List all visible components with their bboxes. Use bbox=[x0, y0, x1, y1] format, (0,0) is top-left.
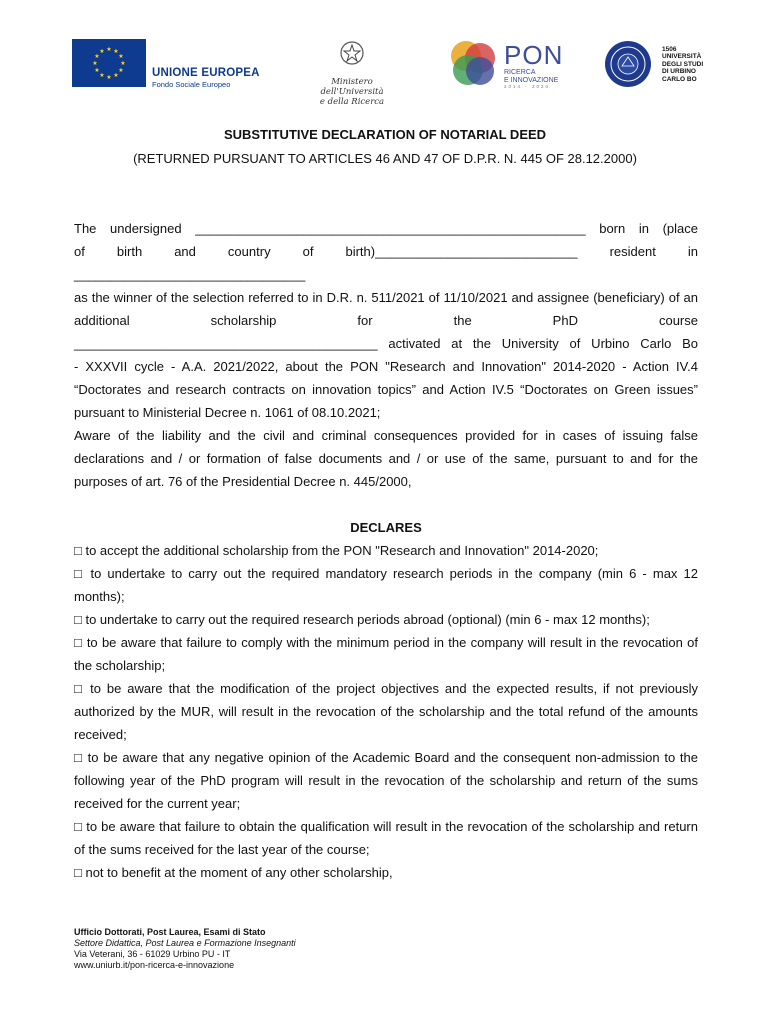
declaration-item: □ to undertake to carry out the required mandatory research periods in the company (min 6 - max 12 months); bbox=[74, 566, 698, 604]
document-title: SUBSTITUTIVE DECLARATION OF NOTARIAL DEED bbox=[223, 127, 547, 142]
winner-line-3: __________________________________________ activated at the University of Urbino Carlo Bo bbox=[74, 336, 698, 351]
aware-paragraph: Aware of the liability and the civil and criminal consequences provided for in cases of issuing false declarations and / or formation of false documents and / or use of the same, pursuant to and for the purposes of art. 76 of the Presidential Decree n. 445/2000, bbox=[74, 428, 698, 489]
footer-website: www.uniurb.it/pon-ricerca-e-innovazione bbox=[74, 960, 235, 970]
svg-text:★: ★ bbox=[118, 67, 124, 74]
page-footer bbox=[74, 927, 296, 971]
declaration-item: □ to be aware that the modification of the project objectives and the expected results, if not previously authorized by the MUR, will result in the revocation of the scholarship and the total refund of the amounts received; bbox=[74, 681, 698, 742]
mur-logo bbox=[300, 38, 404, 107]
pon-logo-years: 2014 - 2020 bbox=[504, 84, 551, 89]
pon-logo-line2: E INNOVAZIONE bbox=[504, 77, 559, 84]
footer-address: Via Veterani, 36 - 61029 Urbino PU - IT bbox=[74, 949, 231, 959]
pon-logo bbox=[446, 38, 564, 95]
svg-text:★: ★ bbox=[113, 48, 119, 55]
declaration-item: □ to accept the additional scholarship from the PON "Research and Innovation" 2014-2020; bbox=[74, 543, 599, 558]
eu-logo-subtitle: Fondo Sociale Europeo bbox=[152, 80, 231, 89]
pon-circles-icon bbox=[446, 38, 502, 90]
svg-text:★: ★ bbox=[94, 67, 100, 74]
eu-logo-title: UNIONE EUROPEA bbox=[152, 67, 260, 79]
italian-emblem-icon bbox=[338, 38, 366, 68]
uniurb-line4: DI URBINO bbox=[662, 68, 696, 76]
svg-text:★: ★ bbox=[106, 74, 112, 81]
university-seal-icon bbox=[602, 39, 654, 89]
document-body bbox=[74, 217, 698, 884]
svg-text:★: ★ bbox=[106, 46, 112, 53]
intro-line-3: ________________________________ bbox=[74, 267, 306, 282]
mur-logo-line2: e della Ricerca bbox=[319, 97, 385, 107]
intro-line-1: The undersigned ______________________________________________________ born in (place bbox=[74, 221, 698, 236]
uniurb-line1: 1506 bbox=[662, 46, 677, 53]
uniurb-line3: DEGLI STUDI bbox=[662, 60, 704, 68]
uniurb-logo bbox=[602, 39, 704, 94]
svg-text:★: ★ bbox=[113, 72, 119, 79]
declaration-item: □ to be aware that failure to comply with the minimum period in the company will result in the revocation of the scholarship; bbox=[74, 635, 698, 673]
uniurb-line5: CARLO BO bbox=[662, 75, 697, 83]
declaration-item: □ to be aware that failure to obtain the qualification will result in the revocation of the scholarship and return of the sums received for the last year of the course; bbox=[74, 819, 698, 857]
winner-paragraph: as the winner of the selection referred to in D.R. n. 511/2021 of 11/10/2021 and assignee (beneficiary) of an additional scholarship for the PhD course bbox=[74, 290, 698, 328]
eu-flag-icon bbox=[72, 39, 146, 87]
uniurb-line2: UNIVERSITÀ bbox=[662, 53, 702, 61]
document-subtitle: (RETURNED PURSUANT TO ARTICLES 46 AND 47 OF D.P.R. N. 445 OF 28.12.2000) bbox=[133, 151, 637, 166]
declares-heading: DECLARES bbox=[350, 520, 422, 535]
svg-text:★: ★ bbox=[99, 48, 105, 55]
mur-logo-line1: Ministero dell'Università bbox=[320, 77, 384, 97]
declaration-item: □ to undertake to carry out the required research periods abroad (optional) (min 6 - max 12 months); bbox=[74, 612, 650, 627]
logo-header bbox=[0, 36, 770, 107]
svg-text:★: ★ bbox=[99, 72, 105, 79]
pon-logo-title: PON bbox=[504, 40, 564, 70]
svg-text:★: ★ bbox=[94, 53, 100, 60]
footer-office: Ufficio Dottorati, Post Laurea, Esami di Stato bbox=[74, 927, 266, 937]
intro-line-2: of birth and country of birth)____________________________ resident in bbox=[74, 244, 698, 259]
declaration-item: □ to be aware that any negative opinion of the Academic Board and the consequent non-admission to the following year of the PhD program will result in the revocation of the scholarship and return of the sums received for the current year; bbox=[74, 750, 698, 811]
winner-paragraph-rest: - XXXVII cycle - A.A. 2021/2022, about the PON "Research and Innovation" 2014-2020 - Action IV.4 “Doctorates and research contracts on innovation topics” and Action IV.5 “Doctorates on Green issues” pursuant to Ministerial Decree n. 1061 of 08.10.2021; bbox=[74, 359, 698, 420]
svg-text:★: ★ bbox=[120, 60, 126, 67]
pon-logo-line1: RICERCA bbox=[504, 69, 536, 76]
svg-text:★: ★ bbox=[118, 53, 124, 60]
declaration-item: □ not to benefit at the moment of any other scholarship, bbox=[74, 865, 393, 880]
svg-text:★: ★ bbox=[92, 60, 98, 67]
footer-sector: Settore Didattica, Post Laurea e Formazione Insegnanti bbox=[74, 938, 296, 948]
